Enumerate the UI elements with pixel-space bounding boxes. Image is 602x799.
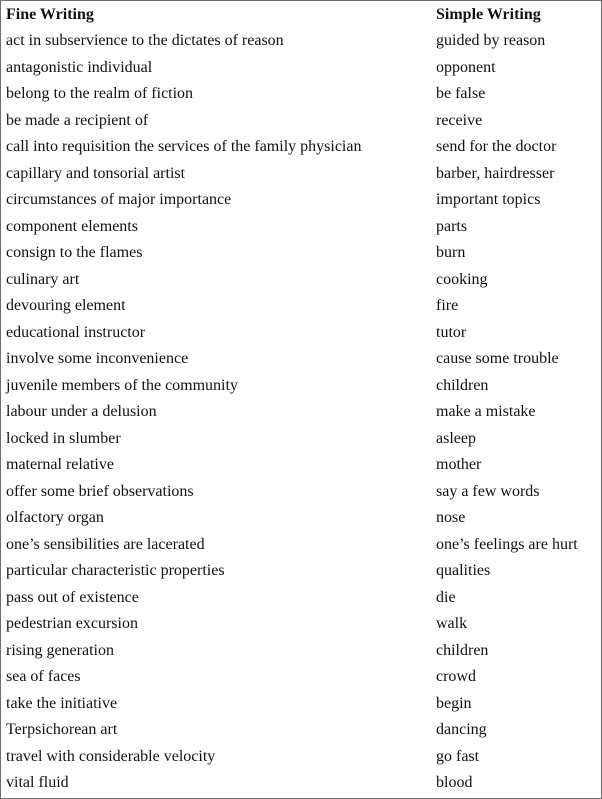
table-header-row — [1, 2, 601, 28]
fine-writing-cell: circumstances of major importance — [6, 191, 232, 208]
simple-writing-cell: important topics — [436, 191, 541, 208]
table-row — [1, 134, 601, 161]
fine-writing-cell: pedestrian excursion — [6, 615, 138, 632]
table-row — [1, 346, 601, 373]
fine-vs-simple-writing-table — [1, 2, 601, 797]
fine-writing-cell: one’s sensibilities are lacerated — [6, 535, 205, 553]
simple-writing-cell: one’s feelings are hurt — [436, 535, 578, 553]
table-row — [1, 187, 601, 214]
table-row — [1, 505, 601, 532]
fine-writing-cell: offer some brief observations — [6, 482, 194, 500]
table-row — [1, 638, 601, 665]
simple-writing-cell: say a few words — [436, 482, 540, 500]
simple-writing-cell: cause some trouble — [436, 350, 559, 367]
simple-writing-cell: mother — [436, 456, 482, 473]
fine-writing-cell: be made a recipient of — [6, 111, 149, 129]
table-row — [1, 479, 601, 506]
fine-writing-cell: rising generation — [6, 641, 114, 659]
simple-writing-cell: die — [436, 588, 456, 606]
simple-writing-cell: asleep — [436, 429, 476, 447]
fine-writing-cell: labour under a delusion — [6, 403, 157, 420]
fine-writing-cell: sea of faces — [6, 668, 81, 685]
fine-writing-cell: devouring element — [6, 297, 126, 314]
simple-writing-cell: send for the doctor — [436, 138, 557, 155]
fine-writing-cell: educational instructor — [6, 323, 146, 341]
fine-writing-cell: culinary art — [6, 270, 80, 288]
table-row — [1, 373, 601, 400]
simple-writing-cell: opponent — [436, 58, 496, 76]
table-row — [1, 585, 601, 612]
table-row — [1, 770, 601, 797]
table-row — [1, 691, 601, 718]
table-row — [1, 293, 601, 320]
fine-writing-cell: particular characteristic properties — [6, 562, 225, 579]
simple-writing-cell: walk — [436, 615, 468, 632]
table-row — [1, 426, 601, 453]
fine-writing-cell: pass out of existence — [6, 588, 139, 606]
fine-writing-cell: Terpsichorean art — [6, 721, 118, 738]
fine-writing-cell: locked in slumber — [6, 429, 121, 447]
table-row — [1, 28, 601, 55]
simple-writing-cell: be false — [436, 85, 486, 102]
simple-writing-cell: dancing — [436, 721, 487, 738]
fine-writing-cell: juvenile members of the community — [6, 376, 238, 394]
fine-writing-cell: consign to the flames — [6, 244, 143, 261]
simple-writing-cell: cooking — [436, 270, 488, 288]
table-row — [1, 717, 601, 744]
table-row — [1, 320, 601, 347]
fine-writing-cell: call into requisition the services of the family physician — [6, 138, 362, 155]
table-row — [1, 611, 601, 638]
simple-writing-cell: burn — [436, 244, 466, 261]
header-simple-writing: Simple Writing — [436, 6, 541, 23]
simple-writing-cell: receive — [436, 111, 483, 129]
simple-writing-cell: nose — [436, 509, 466, 526]
fine-writing-cell: antagonistic individual — [6, 58, 153, 76]
fine-writing-cell: olfactory organ — [6, 509, 104, 526]
table-row — [1, 558, 601, 585]
table-body — [1, 28, 601, 797]
fine-writing-cell: belong to the realm of fiction — [6, 85, 194, 102]
table-row — [1, 532, 601, 559]
simple-writing-cell: crowd — [436, 668, 476, 685]
fine-writing-cell: travel with considerable velocity — [6, 747, 216, 765]
simple-writing-cell: blood — [436, 774, 473, 791]
fine-writing-cell: take the initiative — [6, 694, 118, 712]
table-row — [1, 108, 601, 135]
table-row — [1, 452, 601, 479]
fine-writing-cell: act in subservience to the dictates of reason — [6, 32, 284, 49]
simple-writing-cell: qualities — [436, 562, 491, 579]
simple-writing-cell: tutor — [436, 323, 467, 341]
simple-writing-cell: children — [436, 641, 489, 659]
simple-writing-cell: make a mistake — [436, 403, 536, 420]
table-row — [1, 744, 601, 771]
fine-writing-cell: capillary and tonsorial artist — [6, 164, 186, 182]
simple-writing-cell: barber, hairdresser — [436, 164, 555, 182]
simple-writing-cell: guided by reason — [436, 32, 546, 49]
table-row — [1, 81, 601, 108]
fine-writing-cell: vital fluid — [6, 774, 69, 791]
fine-writing-cell: involve some inconvenience — [6, 350, 189, 367]
table-row — [1, 214, 601, 241]
header-fine-writing: Fine Writing — [6, 6, 94, 23]
simple-writing-cell: fire — [436, 297, 459, 314]
simple-writing-cell: go fast — [436, 747, 480, 765]
table-row — [1, 240, 601, 267]
simple-writing-cell: parts — [436, 217, 468, 235]
table-row — [1, 267, 601, 294]
fine-writing-cell: maternal relative — [6, 456, 114, 473]
table-row — [1, 664, 601, 691]
fine-writing-cell: component elements — [6, 217, 138, 235]
table-row — [1, 399, 601, 426]
table-row — [1, 161, 601, 188]
simple-writing-cell: children — [436, 376, 489, 394]
simple-writing-cell: begin — [436, 694, 472, 712]
table-row — [1, 55, 601, 82]
